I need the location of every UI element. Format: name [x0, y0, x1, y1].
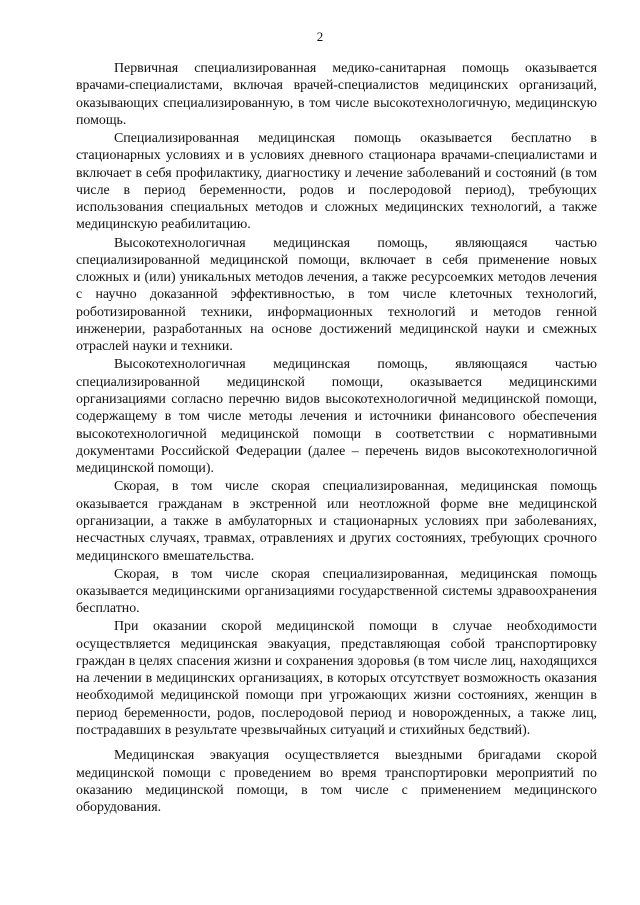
paragraph-evacuation-teams: Медицинская эвакуация осуществляется выездными бригадами скорой медицинской помощи с проведением во время транспортировки мероприятий по оказанию медицинской помощи, в том числе с применением медицинского оборудования.	[76, 748, 597, 816]
paragraph-high-tech-providers: Высокотехнологичная медицинская помощь, являющаяся частью специализированной медицинской помощи, оказывается медицинскими организациями согласно перечню видов высокотехнологичной медицинской помощи, содержащему в том числе методы лечения и источники финансового обеспечения высокотехнологичной медицинской помощи в соответствии с нормативными документами Российской Федерации (далее – перечень видов высокотехнологичной медицинской помощи).	[76, 357, 597, 477]
document-body	[76, 60, 597, 817]
paragraph-primary-care: Первичная специализированная медико-санитарная помощь оказывается врачами-специалистами, включая врачей-специалистов медицинских организаций, оказывающих специализированную, в том числе высокотехнологичную, медицинскую помощь.	[76, 61, 597, 128]
paragraph-emergency-care: Скорая, в том числе скорая специализированная, медицинская помощь оказывается гражданам в экстренной или неотложной форме вне медицинской организации, а также в амбулаторных и стационарных условиях при заболеваниях, несчастных случаях, травмах, отравлениях и других состояниях, требующих срочного медицинского вмешательства.	[76, 479, 597, 564]
page-number: 2	[316, 29, 324, 44]
paragraph-high-tech-care: Высокотехнологичная медицинская помощь, являющаяся частью специализированной медицинской помощи, включает в себя применение новых сложных и (или) уникальных методов лечения, а также ресурсоемких методов лечения с научно доказанной эффективностью, в том числе клеточных технологий, роботизированной техники, информационных технологий и методов генной инженерии, разработанных на основе достижений медицинской науки и смежных отраслей науки и техники.	[76, 235, 597, 355]
paragraph-medical-evacuation: При оказании скорой медицинской помощи в случае необходимости осуществляется медицинская эвакуация, представляющая собой транспортировку граждан в целях спасения жизни и сохранения здоровья (в том числе лиц, находящихся на лечении в медицинских организациях, в которых отсутствует возможность оказания необходимой медицинской помощи при угрожающих жизни состояниях, женщин в период беременности, родов, послеродовой период и новорожденных, а также лиц, пострадавших в результате чрезвычайных ситуаций и стихийных бедствий).	[76, 619, 597, 739]
paragraph-emergency-free: Скорая, в том числе скорая специализированная, медицинская помощь оказывается медицинскими организациями государственной системы здравоохранения бесплатно.	[76, 566, 597, 617]
paragraph-specialized-care: Специализированная медицинская помощь оказывается бесплатно в стационарных условиях и в условиях дневного стационара врачами-специалистами и включает в себя профилактику, диагностику и лечение заболеваний и состояний (в том числе в период беременности, родов и послеродовой период), требующих использования специальных методов и сложных медицинских технологий, а также медицинскую реабилитацию.	[76, 130, 597, 233]
